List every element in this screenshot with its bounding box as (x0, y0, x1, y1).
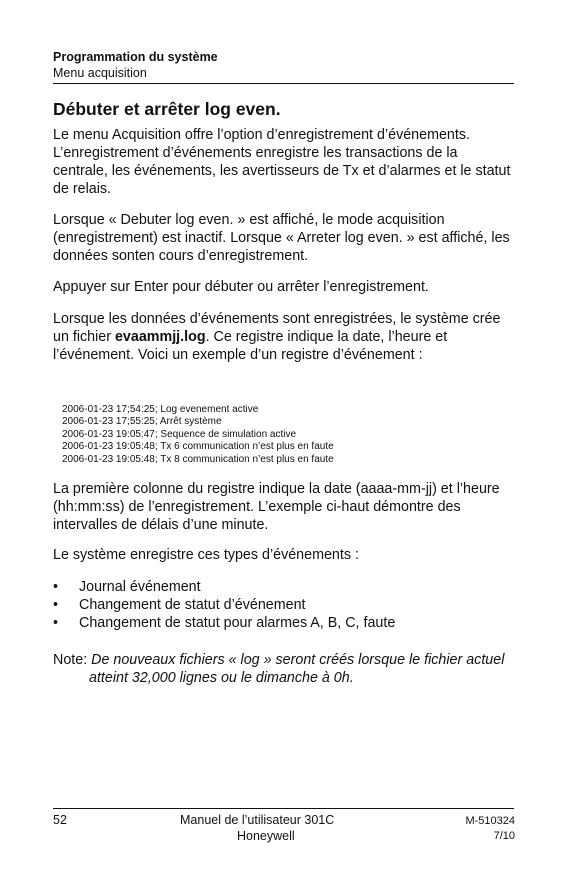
paragraph-columns: La première colonne du registre indique la date (aaaa-mm-jj) et l’heure (hh:mm:ss) de l’enregistrement. L’exemple ci-haut démontre des intervalles de délais d’une minute. (53, 481, 500, 533)
log-line: 2006-01-23 17;54:25; Log evenement active (62, 404, 259, 415)
file-name: evaammjj.log (114, 329, 206, 345)
footer-rule (53, 808, 514, 809)
log-line: 2006-01-23 19:05:48; Tx 6 communication n’est plus en faute (62, 441, 334, 453)
log-example (62, 404, 334, 466)
paragraph-types-intro: Le système enregistre ces types d’événements : (53, 547, 359, 563)
bullet-icon: • (53, 615, 59, 631)
section-title: Débuter et arrêter log even. (53, 99, 281, 119)
list-item (53, 614, 395, 632)
bullet-icon: • (53, 579, 59, 595)
footer-brand: Honeywell (237, 829, 295, 843)
paragraph-file (53, 310, 515, 364)
note (53, 651, 515, 687)
list-item (53, 578, 395, 596)
list-item-label: Changement de statut d’événement (79, 597, 306, 613)
footer-date: 7/10 (493, 830, 515, 842)
log-line: 2006-01-23 19:05:47; Sequence de simulation active (62, 428, 297, 440)
header-title: Programmation du système (53, 50, 218, 64)
list-item (53, 596, 395, 614)
footer-page-number: 52 (53, 813, 67, 827)
footer-doc-code: M-510324 (465, 815, 515, 827)
list-item-label: Journal événement (79, 579, 201, 595)
note-line-2: atteint 32,000 lignes ou le dimanche à 0h. (89, 670, 354, 686)
bullet-icon: • (53, 597, 59, 613)
header-subtitle: Menu acquisition (53, 66, 147, 80)
paragraph-mode: Lorsque « Debuter log even. » est affiché, le mode acquisition (enregistrement) est inactif. Lorsque « Arreter log even. » est affiché, les données sonten cours d’enregistrement. (53, 212, 510, 264)
log-line: 2006-01-23 19:05:48; Tx 8 communication n’est plus en faute (62, 453, 334, 465)
paragraph-intro: Le menu Acquisition offre l’option d’enregistrement d’événements. L’enregistrement d’événements enregistre les transactions de la centrale, les événements, les avertisseurs de Tx et d’alarmes et le statut de relais. (53, 127, 511, 197)
log-line: 2006-01-23 17;55:25; Arrêt système (62, 416, 222, 428)
note-line-1: De nouveaux fichiers « log » seront créés lorsque le fichier actuel (87, 652, 505, 668)
paragraph-enter: Appuyer sur Enter pour débuter ou arrêter l’enregistrement. (53, 279, 429, 295)
note-label: Note: (53, 652, 88, 668)
footer-manual-title: Manuel de l’utilisateur 301C (180, 813, 335, 827)
file-text-before: Lorsque les données d’événements sont enregistrées, le système crée un fichier (53, 311, 501, 345)
file-text-after: . Ce registre indique la date, l’heure et l’événement. Voici un exemple d’un registre d’événement : (53, 329, 448, 363)
header-rule (53, 83, 514, 84)
list-item-label: Changement de statut pour alarmes A, B, C, faute (79, 615, 396, 631)
event-type-list (53, 578, 395, 632)
